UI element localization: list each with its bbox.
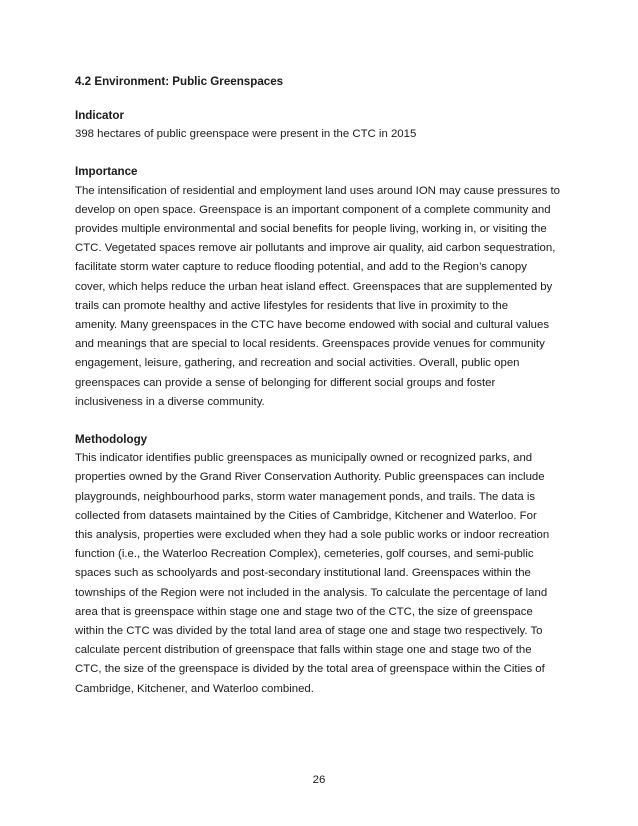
text-line: spaces such as schoolyards and post-secondary institutional land. Greenspaces within the [75, 567, 531, 580]
document-page [75, 72, 567, 717]
text-line: engagement, leisure, gathering, and recreation and social activities. Overall, public open [75, 357, 520, 370]
text-line: townships of the Region were not included in the analysis. To calculate the percentage of land [75, 586, 548, 599]
text-line: properties owned by the Grand River Conservation Authority. Public greenspaces can include [75, 471, 545, 484]
text-line: inclusiveness in a diverse community. [75, 395, 265, 408]
importance-heading: Importance [75, 165, 138, 179]
text-line: trails can promote healthy and active lifestyles for residents that live in proximity to the [75, 299, 509, 312]
methodology-heading: Methodology [75, 433, 148, 447]
text-line: within the CTC was divided by the total land area of stage one and stage two respectively. To [75, 625, 543, 638]
text-line: function (i.e., the Waterloo Recreation Complex), cemeteries, golf courses, and semi-public [75, 548, 534, 561]
text-line: Cambridge, Kitchener, and Waterloo combined. [75, 682, 314, 695]
text-line: calculate percent distribution of greenspace that falls within stage one and stage two of the [75, 644, 532, 657]
section-heading: 4.2 Environment: Public Greenspaces [75, 75, 284, 88]
text-line: greenspaces can provide a sense of belonging for different social groups and foster [75, 376, 496, 389]
importance-text [75, 182, 567, 412]
text-line: CTC. Vegetated spaces remove air pollutants and improve air quality, aid carbon sequestration, [75, 242, 556, 255]
text-line: facilitate storm water capture to reduce flooding potential, and add to the Region’s canopy [75, 261, 527, 274]
text-line: amenity. Many greenspaces in the CTC have become endowed with social and cultural values [75, 319, 550, 332]
text-line: playgrounds, neighbourhood parks, storm water management ponds, and trails. The data is [75, 490, 536, 503]
text-line: 398 hectares of public greenspace were present in the CTC in 2015 [75, 128, 417, 141]
text-line: This indicator identifies public greenspaces as municipally owned or recognized parks, and [75, 452, 533, 465]
indicator-heading: Indicator [75, 109, 124, 122]
text-line: this analysis, properties were excluded when they had a sole public works or indoor recreation [75, 529, 550, 542]
text-line: area that is greenspace within stage one and stage two of the CTC, the size of greenspace [75, 605, 533, 618]
text-line: cover, which helps reduce the urban heat island effect. Greenspaces that are supplemented by [75, 280, 553, 293]
text-line: The intensification of residential and employment land uses around ION may cause pressures to [75, 184, 560, 197]
methodology-text [75, 449, 567, 699]
text-line: provides multiple environmental and social benefits for people living, working in, or visiting the [75, 223, 547, 236]
indicator-text [75, 125, 567, 144]
text-line: develop on open space. Greenspace is an important component of a complete community and [75, 203, 551, 216]
text-line: and meanings that are special to local residents. Greenspaces provide venues for community [75, 338, 545, 351]
text-line: CTC, the size of the greenspace is divided by the total area of greenspace within the Cities of [75, 663, 545, 676]
text-line: collected from datasets maintained by the Cities of Cambridge, Kitchener and Waterloo. For [75, 509, 537, 522]
page-number: 26 [312, 774, 326, 786]
